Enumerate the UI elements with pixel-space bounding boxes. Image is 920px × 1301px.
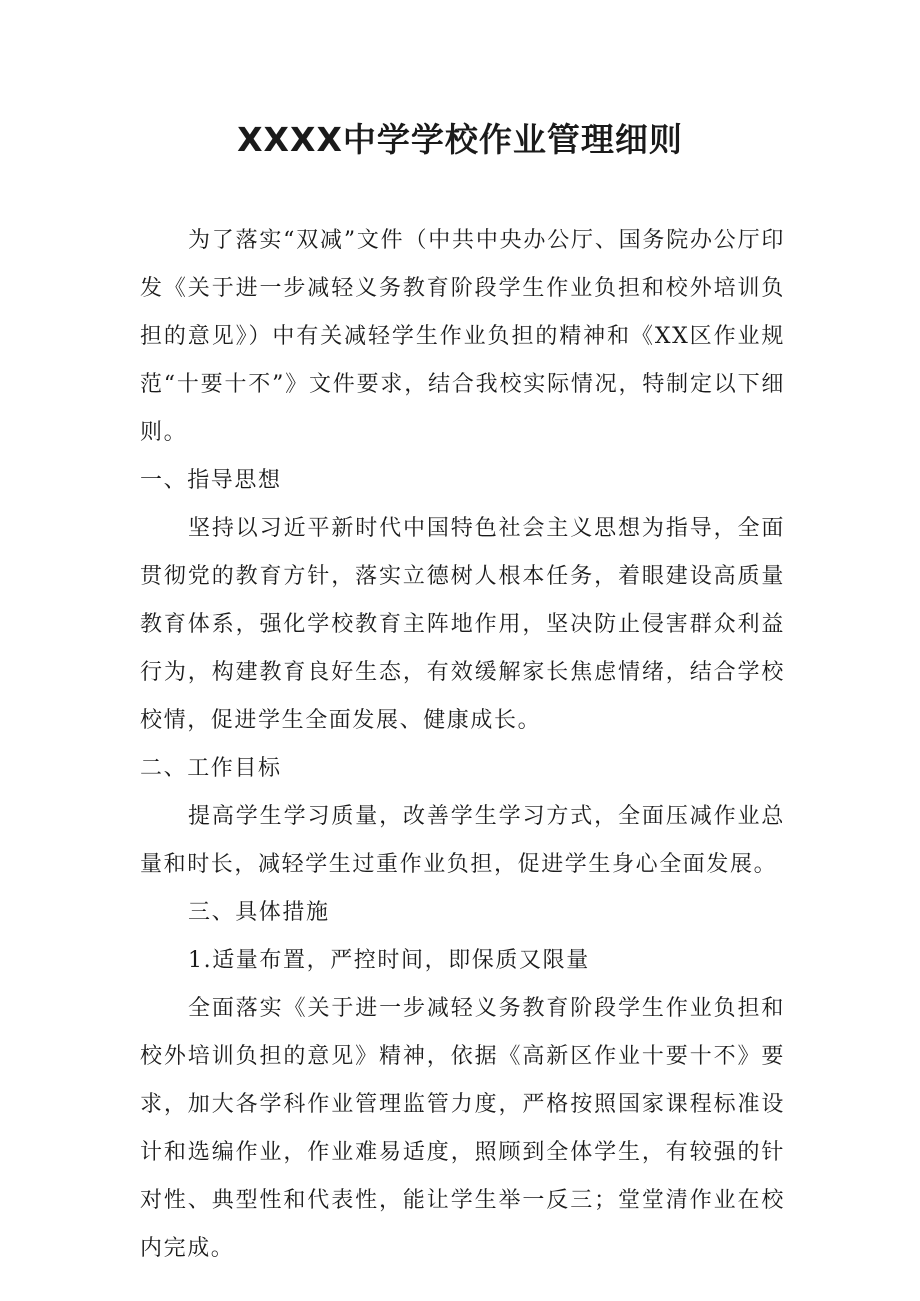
subsection-heading-1: 1.适量布置，严控时间，即保质又限量	[188, 948, 590, 973]
guiding-ideology-paragraph: 坚持以习近平新时代中国特色社会主义思想为指导，全面贯彻党的教育方针，落实立德树人根本任务，着眼建设高质量教育体系，强化学校教育主阵地作用，坚决防止侵害群众利益行为，构建教育良好生态，有效缓解家长焦虑情绪，结合学校校情，促进学生全面发展、健康成长。	[140, 516, 785, 733]
work-goals-paragraph: 提高学生学习质量，改善学生学习方式，全面压减作业总量和时长，减轻学生过重作业负担，促进学生身心全面发展。	[140, 804, 785, 877]
section-heading-work-goals: 二、工作目标	[140, 756, 282, 781]
section-heading-specific-measures: 三、具体措施	[188, 900, 330, 925]
intro-paragraph: 为了落实“双减”文件（中共中央办公厅、国务院办公厅印发《关于进一步减轻义务教育阶段学生作业负担和校外培训负担的意见》）中有关减轻学生作业负担的精神和《XX区作业规范“十要十不”》文件要求，结合我校实际情况，特制定以下细则。	[140, 228, 785, 445]
document-title: XXXX中学学校作业管理细则	[237, 120, 683, 159]
section-heading-guiding-ideology: 一、指导思想	[140, 468, 282, 493]
measures-paragraph: 全面落实《关于进一步减轻义务教育阶段学生作业负担和校外培训负担的意见》精神，依据《高新区作业十要十不》要求，加大各学科作业管理监管力度，严格按照国家课程标准设计和选编作业，作业难易适度，照顾到全体学生，有较强的针对性、典型性和代表性，能让学生举一反三；堂堂清作业在校内完成。	[140, 996, 785, 1261]
document-body	[140, 217, 785, 1273]
